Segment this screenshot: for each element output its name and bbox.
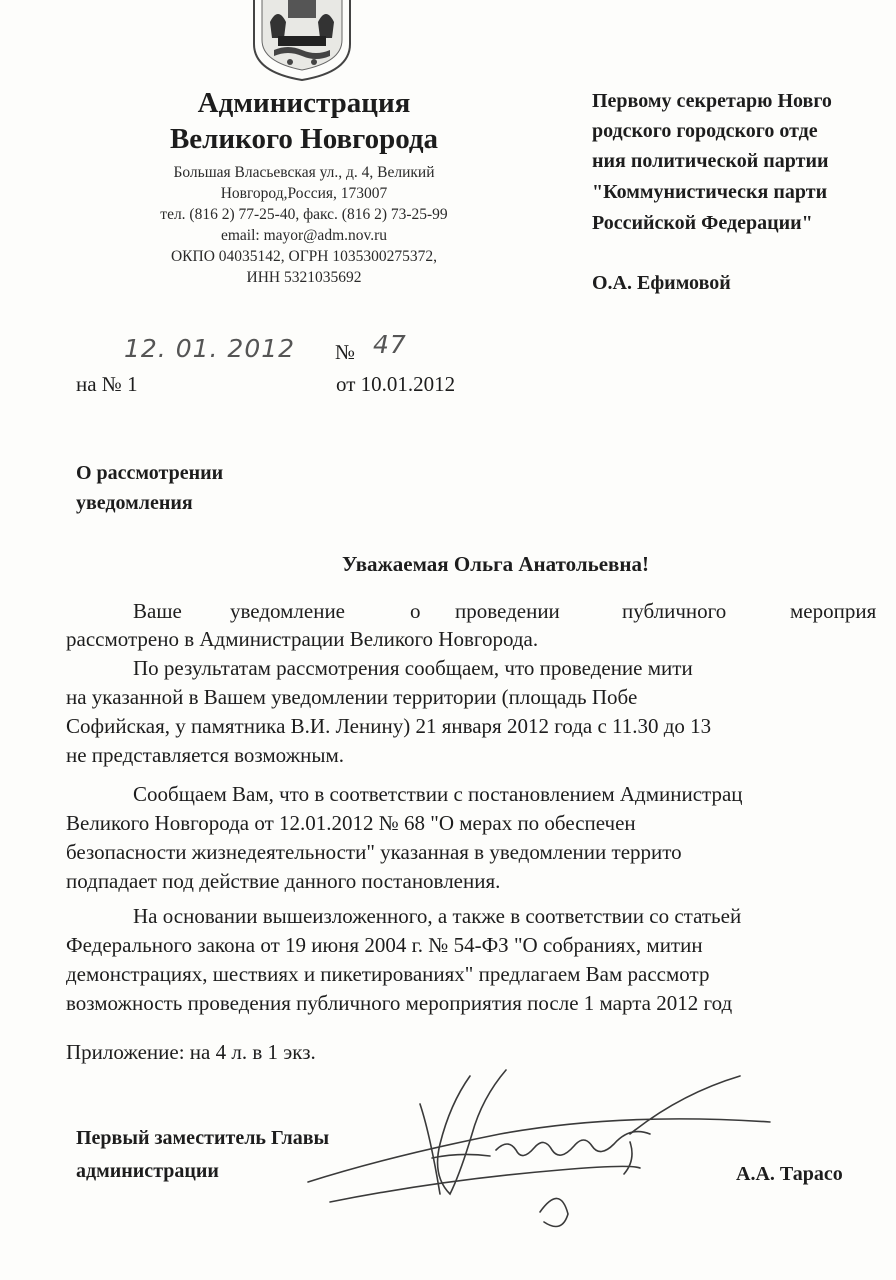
coat-of-arms-emblem — [248, 0, 356, 82]
attachment-note: Приложение: на 4 л. в 1 экз. — [66, 1040, 316, 1064]
body-p1-line2: рассмотрено в Администрации Великого Новгорода. — [66, 627, 539, 651]
registration-number-label: № — [335, 340, 356, 364]
body-p1-word: публичного — [622, 599, 727, 623]
body-p4-line3: демонстрациях, шествиях и пикетированиях" предлагаем Вам рассмотр — [66, 962, 710, 986]
org-title-line1: Администрация — [197, 87, 411, 119]
registration-date-handwritten: 12. 01. 2012 — [124, 334, 296, 363]
org-codes-line1: ОКПО 04035142, ОГРН 1035300275372, — [170, 248, 437, 265]
body-p1-word: проведении — [455, 599, 560, 623]
body-p1-word: мероприя — [790, 599, 877, 623]
signer-name: А.А. Тарасо — [736, 1163, 843, 1185]
org-email: email: mayor@adm.nov.ru — [220, 227, 388, 244]
org-phone: тел. (816 2) 77-25-40, факс. (816 2) 73-25-99 — [160, 206, 448, 223]
org-address-line2: Новгород,Россия, 173007 — [220, 185, 388, 202]
signer-position-line2: администрации — [76, 1160, 219, 1182]
body-p1-word: Ваше — [133, 599, 182, 623]
body-p2-line4: не представляется возможным. — [66, 743, 345, 767]
recipient-line2: родского городского отде — [592, 120, 818, 142]
body-p4-line4: возможность проведения публичного мероприятия после 1 марта 2012 год — [66, 991, 733, 1015]
recipient-name: О.А. Ефимовой — [592, 272, 731, 294]
body-p1-word: о — [410, 599, 421, 623]
subject-line1: О рассмотрении — [76, 462, 224, 484]
org-address-line1: Большая Власьевская ул., д. 4, Великий — [173, 164, 435, 181]
signer-position-line1: Первый заместитель Главы — [76, 1127, 330, 1149]
org-codes-line2: ИНН 5321035692 — [246, 269, 362, 286]
body-p3-line3: безопасности жизнедеятельности" указанная в уведомлении террито — [66, 840, 682, 864]
greeting: Уважаемая Ольга Анатольевна! — [342, 552, 649, 576]
body-p2-line2: на указанной в Вашем уведомлении территории (площадь Побе — [66, 685, 638, 709]
body-p2-line1: По результатам рассмотрения сообщаем, что проведение мити — [133, 656, 693, 680]
org-title-line2: Великого Новгорода — [169, 123, 439, 155]
body-p3-line4: подпадает под действие данного постановления. — [66, 869, 501, 893]
recipient-line4: "Коммунистическя парти — [592, 181, 828, 203]
recipient-line3: ния политической партии — [592, 150, 829, 172]
reply-to-date: от 10.01.2012 — [336, 372, 456, 396]
reply-to-number: на № 1 — [76, 372, 138, 396]
subject-line2: уведомления — [76, 492, 193, 514]
body-p4-line2: Федерального закона от 19 июня 2004 г. № 54-ФЗ "О собраниях, митин — [66, 933, 703, 957]
body-p3-line1: Сообщаем Вам, что в соответствии с постановлением Администрац — [133, 782, 743, 806]
handwritten-signature — [300, 1064, 780, 1234]
body-p1-word: уведомление — [230, 599, 346, 623]
body-p2-line3: Софийская, у памятника В.И. Ленину) 21 января 2012 года с 11.30 до 13 — [66, 714, 712, 738]
body-p4-line1: На основании вышеизложенного, а также в соответствии со статьей — [133, 904, 742, 928]
body-p3-line2: Великого Новгорода от 12.01.2012 № 68 "О мерах по обеспечен — [66, 811, 636, 835]
recipient-line5: Российской Федерации" — [592, 212, 813, 234]
registration-number-handwritten: 47 — [373, 330, 407, 359]
recipient-line1: Первому секретарю Новго — [592, 90, 832, 112]
